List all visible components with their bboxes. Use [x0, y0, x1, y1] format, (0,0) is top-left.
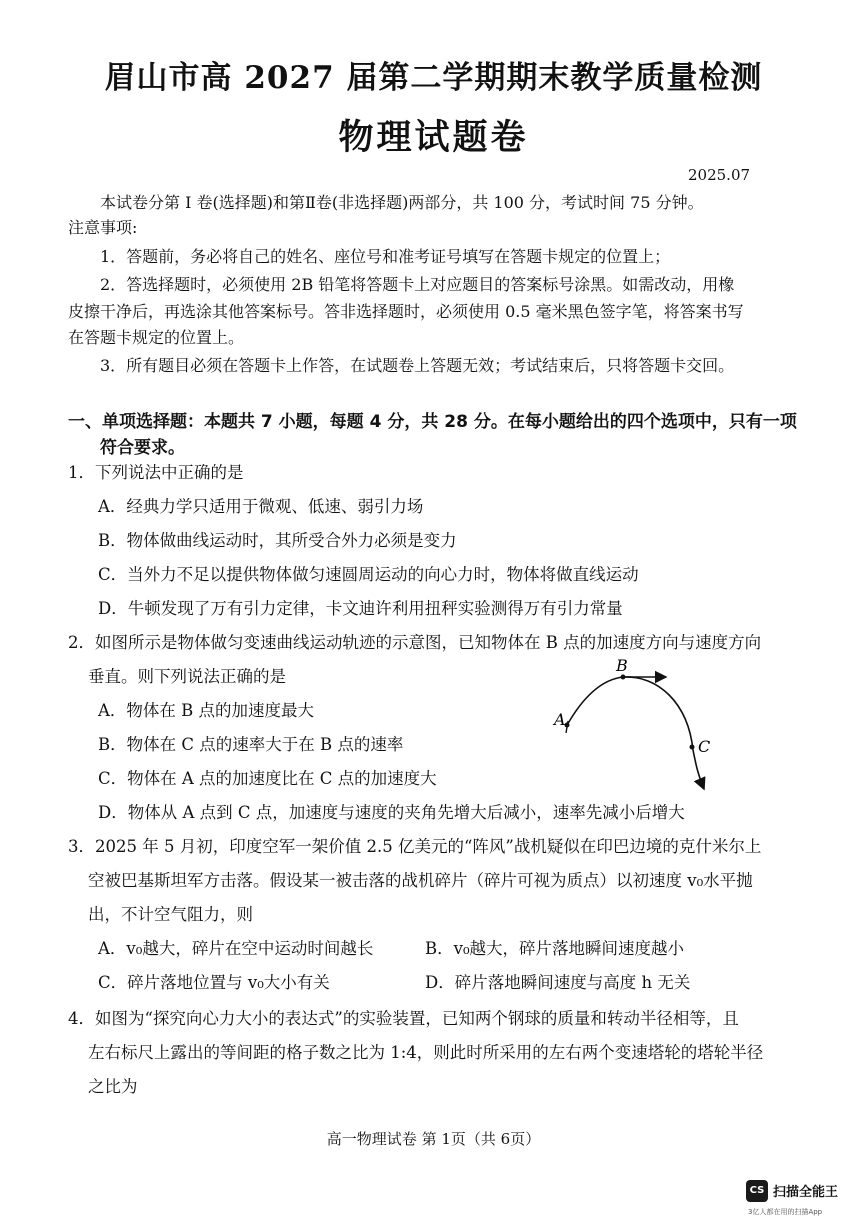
- q2-option-d: D．物体从 A 点到 C 点，加速度与速度的夹角先增大后减小，速率先减小后增大: [98, 803, 685, 822]
- q1-option-c: C．当外力不足以提供物体做匀速圆周运动的向心力时，物体将做直线运动: [98, 565, 639, 584]
- q3-option-c: C．碎片落地位置与 v₀大小有关: [98, 973, 330, 992]
- exam-subject-title: 物理试题卷: [338, 117, 529, 158]
- note-2-line3: 在答题卡规定的位置上。: [68, 328, 245, 347]
- intro-text: 本试卷分第 I 卷(选择题)和第Ⅱ卷(非选择题)两部分，共 100 分，考试时间 75 分钟。: [100, 193, 704, 212]
- exam-title: 眉山市高 2027 届第二学期期末教学质量检测: [104, 60, 763, 96]
- watermark-tagline: 3亿人都在用的扫描App: [748, 1208, 823, 1216]
- q2-stem-line2: 垂直。则下列说法正确的是: [88, 667, 286, 686]
- q1-option-a: A．经典力学只适用于微观、低速、弱引力场: [98, 497, 424, 516]
- q3-option-b: B．v₀越大，碎片落地瞬间速度越小: [425, 939, 685, 958]
- q1-option-d: D．牛顿发现了万有引力定律，卡文迪许利用扭秤实验测得万有引力常量: [98, 599, 623, 618]
- q3-stem-line1: 3．2025 年 5 月初，印度空军一架价值 2.5 亿美元的“阵风”战机疑似在印巴边境的克什米尔上: [68, 837, 762, 856]
- exam-date: 2025.07: [688, 166, 751, 184]
- q3-stem-line3: 出，不计空气阻力，则: [88, 905, 253, 924]
- q3-stem-line2: 空被巴基斯坦军方击落。假设某一被击落的战机碎片（碎片可视为质点）以初速度 v₀水平抛: [88, 871, 753, 890]
- point-b: [621, 675, 626, 680]
- point-c: [690, 745, 695, 750]
- q1-option-b: B．物体做曲线运动时，其所受合外力必须是变力: [98, 531, 457, 550]
- cs-logo-icon: CS: [746, 1180, 768, 1202]
- q2-option-b: B．物体在 C 点的速率大于在 B 点的速率: [98, 735, 404, 754]
- note-1: 1．答题前，务必将自己的姓名、座位号和准考证号填写在答题卡规定的位置上；: [100, 247, 671, 266]
- label-b: B: [616, 656, 628, 675]
- label-c: C: [698, 737, 711, 756]
- trajectory-diagram: [548, 655, 728, 795]
- q2-option-c: C．物体在 A 点的加速度比在 C 点的加速度大: [98, 769, 437, 788]
- q4-stem-line3: 之比为: [88, 1077, 138, 1096]
- page-footer: 高一物理试卷 第 1页（共 6页）: [326, 1130, 541, 1148]
- section-1-heading-cont: 符合要求。: [100, 438, 185, 458]
- q4-stem-line2: 左右标尺上露出的等间距的格子数之比为 1:4，则此时所采用的左右两个变速塔轮的塔轮半径: [88, 1043, 764, 1062]
- section-1-heading: 一、单项选择题：本题共 7 小题，每题 4 分，共 28 分。在每小题给出的四个选项中，只有一项: [68, 412, 797, 432]
- trajectory-curve: [566, 677, 693, 750]
- note-2-line2: 皮擦干净后，再选涂其他答案标号。答非选择题时，必须使用 0.5 毫米黑色签字笔，将答案书写: [68, 302, 744, 321]
- label-a: A: [554, 710, 566, 729]
- watermark-app-name: 扫描全能王: [773, 1185, 839, 1200]
- q3-option-d: D．碎片落地瞬间速度与高度 h 无关: [425, 973, 691, 992]
- scanner-watermark: [746, 1180, 850, 1220]
- q2-stem-line1: 2．如图所示是物体做匀变速曲线运动轨迹的示意图，已知物体在 B 点的加速度方向与速度方向: [68, 633, 762, 652]
- note-2-line1: 2．答选择题时，必须使用 2B 铅笔将答题卡上对应题目的答案标号涂黑。如需改动，用橡: [100, 275, 735, 294]
- notes-heading: 注意事项:: [68, 218, 138, 237]
- q1-stem: 1．下列说法中正确的是: [68, 463, 244, 482]
- q2-option-a: A．物体在 B 点的加速度最大: [98, 701, 315, 720]
- note-3: 3．所有题目必须在答题卡上作答，在试题卷上答题无效；考试结束后，只将答题卡交回。: [100, 356, 735, 375]
- q4-stem-line1: 4．如图为“探究向心力大小的表达式”的实验装置，已知两个钢球的质量和转动半径相等，且: [68, 1009, 739, 1028]
- q3-option-a: A．v₀越大，碎片在空中运动时间越长: [98, 939, 374, 958]
